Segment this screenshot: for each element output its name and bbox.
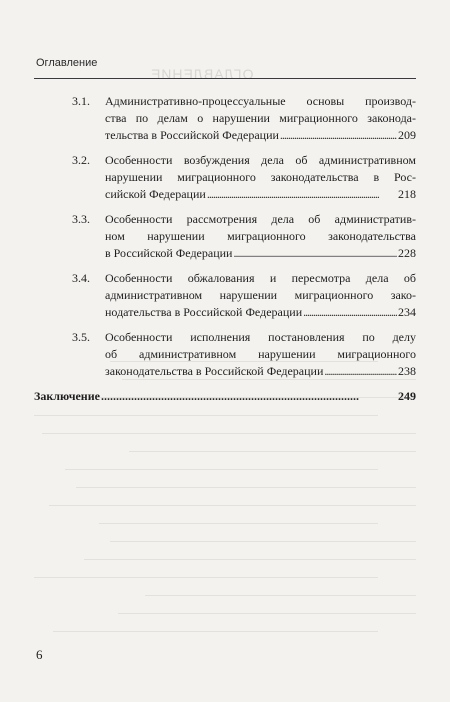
toc-conclusion-page: 249 xyxy=(398,389,416,403)
toc-entry-number: 3.2. xyxy=(72,153,90,167)
toc-entry-number: 3.3. xyxy=(72,212,90,226)
toc-entry-line-text: законодательства в Российской Федерации xyxy=(105,364,324,378)
bleed-line xyxy=(76,478,416,488)
toc-entry-line: ства по делам о нарушении миграционного законода- xyxy=(105,111,416,125)
bleed-line xyxy=(84,550,416,560)
bleed-line xyxy=(49,496,416,506)
bleed-line xyxy=(99,514,378,524)
dot-leader xyxy=(303,304,397,321)
toc-entry-line: Особенности возбуждения дела об административном xyxy=(105,153,416,167)
toc-entry-line xyxy=(105,304,416,321)
bleed-line xyxy=(65,460,378,470)
toc-entry-line: об административном нарушении миграционного xyxy=(105,347,416,361)
bleed-line xyxy=(34,406,378,416)
bleed-line xyxy=(122,370,416,380)
toc-entry-line: Особенности рассмотрения дела об административ- xyxy=(105,212,416,226)
toc-entry-line: ном нарушении миграционного законодательства xyxy=(105,229,416,243)
toc-entry-title xyxy=(105,211,416,262)
toc-entry-line-text: нодательства в Российской Федерации xyxy=(105,305,303,319)
toc-entry-number: 3.1. xyxy=(72,94,90,108)
toc-conclusion-label: Заключение xyxy=(34,389,100,403)
toc-entry xyxy=(34,270,416,321)
toc-entry-line: нарушении миграционного законодательства в Рос- xyxy=(105,170,416,184)
toc-entry-line-text: сийской Федерации xyxy=(105,187,206,201)
toc-entry-page: 234 xyxy=(398,305,416,319)
toc-entry-line: Административно-процессуальные основы производ- xyxy=(105,94,416,108)
bleed-through-lines xyxy=(34,352,416,642)
bleed-line xyxy=(95,388,416,398)
bleed-line xyxy=(145,586,416,596)
toc-entry-line-text: тельства в Российской Федерации xyxy=(105,128,279,142)
bleed-line xyxy=(130,442,417,452)
toc-entry-number: 3.4. xyxy=(72,271,90,285)
toc-entry xyxy=(34,93,416,144)
toc-entry-line xyxy=(105,186,416,203)
toc-entry-page: 228 xyxy=(398,246,416,260)
dot-leader xyxy=(233,245,397,262)
bleed-line xyxy=(34,568,378,578)
bleed-line xyxy=(118,604,416,614)
bleed-line xyxy=(110,532,416,542)
bleed-line xyxy=(65,640,416,642)
toc-entry-line xyxy=(105,245,416,262)
toc-entry-title xyxy=(105,152,416,203)
bleed-line xyxy=(53,622,378,632)
toc-entry-line: Особенности обжалования и пересмотра дела об xyxy=(105,271,416,285)
toc-entry-line-text: в Российской Федерации xyxy=(105,246,233,260)
dot-leader xyxy=(207,186,397,203)
toc-entry-title xyxy=(105,93,416,144)
toc-entry xyxy=(34,152,416,203)
toc-entry-line xyxy=(105,127,416,144)
toc-entry-line: Особенности исполнения постановления по делу xyxy=(105,330,416,344)
toc-entry-line: административном нарушении миграционного зако- xyxy=(105,288,416,302)
toc-entry-number: 3.5. xyxy=(72,330,90,344)
dot-leader xyxy=(280,127,397,144)
bleed-through-text: ОГЛАВЛЕНИЕ xyxy=(150,66,254,82)
toc-entry-title xyxy=(105,270,416,321)
bleed-line xyxy=(110,352,377,362)
running-head: Оглавление xyxy=(36,57,98,69)
page-number: 6 xyxy=(36,647,43,662)
toc-entry-page: 238 xyxy=(398,364,416,378)
header-rule xyxy=(34,78,416,79)
toc-entry-page: 218 xyxy=(398,187,416,201)
toc-entry-page: 209 xyxy=(398,128,416,142)
toc-entry xyxy=(34,211,416,262)
bleed-line xyxy=(42,424,416,434)
